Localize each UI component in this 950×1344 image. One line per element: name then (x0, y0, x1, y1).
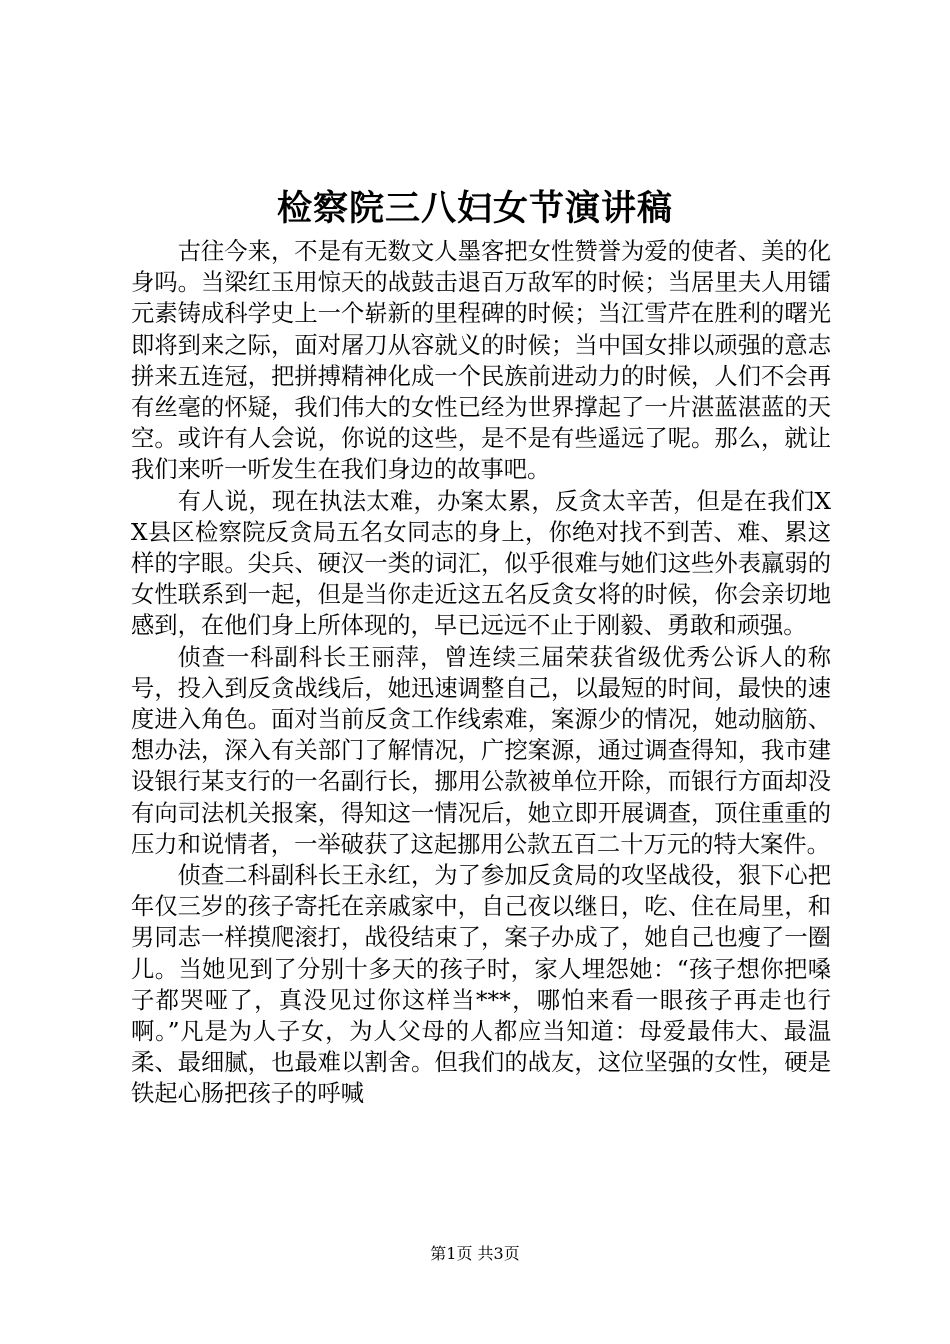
document-title: 检察院三八妇女节演讲稿 (276, 188, 673, 229)
paragraph: 侦查二科副科长王永红，为了参加反贪局的攻坚战役，狠下心把年仅三岁的孩子寄托在亲戚家中，自己夜以继日，吃、住在局里，和男同志一样摸爬滚打，战役结束了，案子办成了，她自己也瘦了一圈儿。当她见到了分别十多天的孩子时，家人埋怨她：“孩子想你把嗓子都哭哑了，真没见过你这样当***，哪怕来看一眼孩子再走也行啊。”凡是为人子女，为人父母的人都应当知道：母爱最伟大、最温柔、最细腻，也最难以割舍。但我们的战友，这位坚强的女性，硬是铁起心肠把孩子的呼喊 (131, 862, 831, 1108)
document-body (131, 236, 831, 1110)
page-number-footer: 第1页 共3页 (430, 1244, 520, 1263)
paragraph: 侦查一科副科长王丽萍，曾连续三届荣获省级优秀公诉人的称号，投入到反贪战线后，她迅速调整自己，以最短的时间，最快的速度进入角色。面对当前反贪工作线索难，案源少的情况，她动脑筋、想办法，深入有关部门了解情况，广挖案源，通过调查得知，我市建设银行某支行的一名副行长，挪用公款被单位开除，而银行方面却没有向司法机关报案，得知这一情况后，她立即开展调查，顶住重重的压力和说情者，一举破获了这起挪用公款五百二十万元的特大案件。 (131, 643, 831, 858)
paragraph: 古往今来，不是有无数文人墨客把女性赞誉为爱的使者、美的化身吗。当梁红玉用惊天的战鼓击退百万敌军的时候；当居里夫人用镭元素铸成科学史上一个崭新的里程碑的时候；当江雪芹在胜利的曙光即将到来之际，面对屠刀从容就义的时候；当中国女排以顽强的意志拼来五连冠，把拼搏精神化成一个民族前进动力的时候，人们不会再有丝毫的怀疑，我们伟大的女性已经为世界撑起了一片湛蓝湛蓝的天空。或许有人会说，你说的这些，是不是有些遥远了呢。那么，就让我们来听一听发生在我们身边的故事吧。 (131, 238, 831, 484)
paragraph: 有人说，现在执法太难，办案太累，反贪太辛苦，但是在我们XX县区检察院反贪局五名女同志的身上，你绝对找不到苦、难、累这样的字眼。尖兵、硬汉一类的词汇，似乎很难与她们这些外表羸弱的女性联系到一起，但是当你走近这五名反贪女将的时候，你会亲切地感到，在他们身上所体现的，早已远远不止于刚毅、勇敢和顽强。 (131, 487, 831, 640)
